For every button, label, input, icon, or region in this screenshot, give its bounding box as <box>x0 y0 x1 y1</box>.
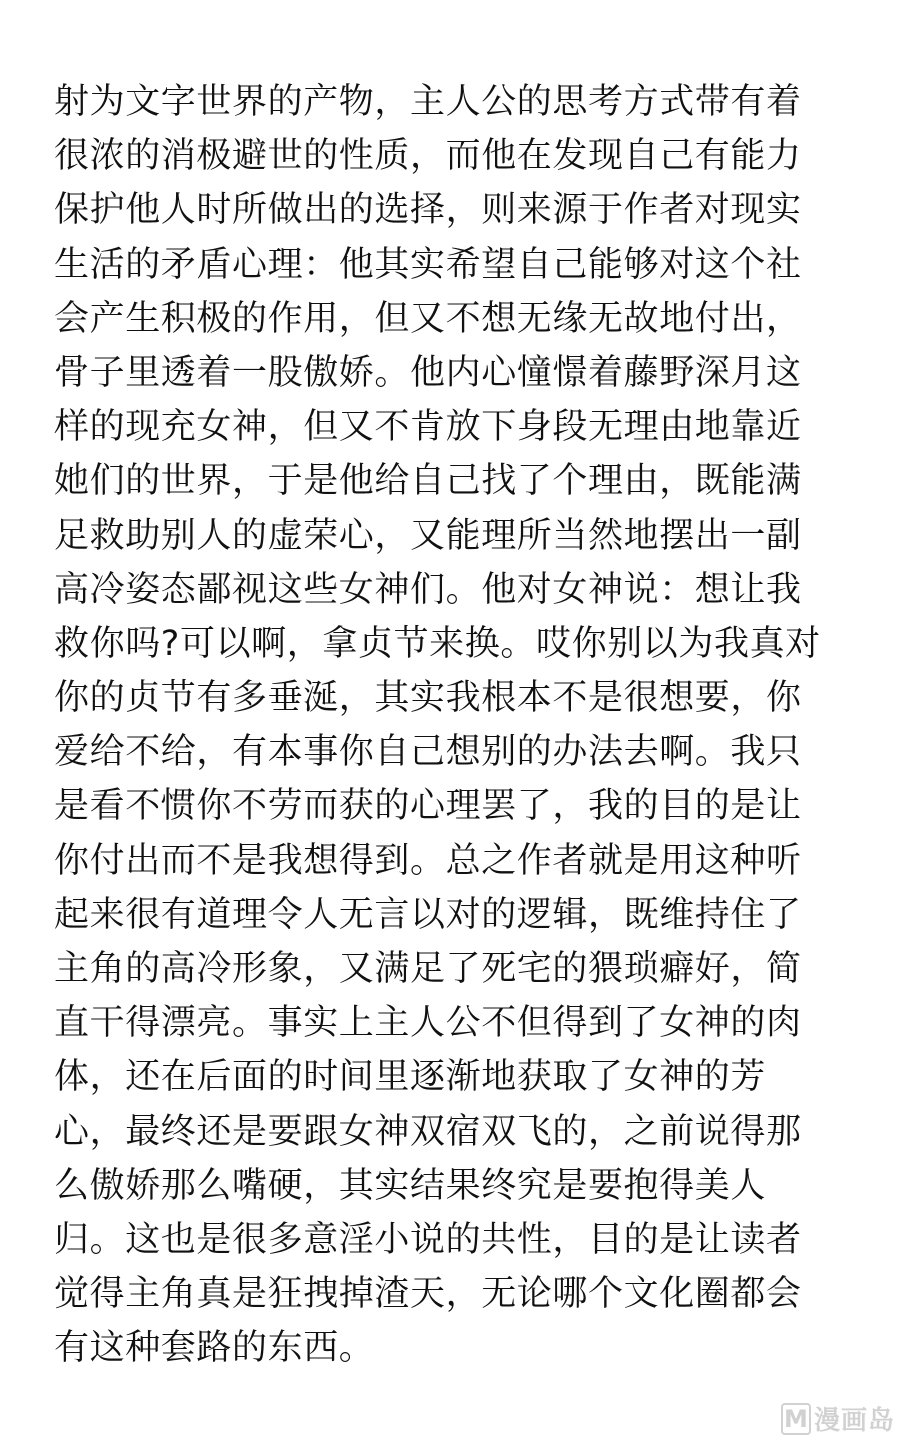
text-line: 体，还在后面的时间里逐渐地获取了女神的芳 <box>54 1057 767 1098</box>
text-line: 心，最终还是要跟女神双宿双飞的，之前说得那 <box>54 1111 802 1152</box>
text-line: 样的现充女神，但又不肯放下身段无理由地靠近 <box>54 407 802 448</box>
watermark-text: 漫画岛 <box>813 1406 895 1436</box>
text-line: 会产生积极的作用，但又不想无缘无故地付出， <box>54 298 802 339</box>
text-line: 保护他人时所做出的选择，则来源于作者对现实 <box>54 190 802 231</box>
text-line: 爱给不给，有本事你自己想别的办法去啊。我只 <box>54 732 802 773</box>
text-line: 有这种套路的东西。 <box>54 1328 375 1369</box>
text-line: 么傲娇那么嘴硬，其实结果终究是要抱得美人 <box>54 1165 767 1206</box>
text-line: 射为文字世界的产物，主人公的思考方式带有着 <box>54 82 802 122</box>
text-line: 救你吗?可以啊，拿贞节来换。哎你别以为我真对 <box>54 623 821 664</box>
text-line: 归。这也是很多意淫小说的共性，目的是让读者 <box>54 1219 802 1260</box>
text-line: 很浓的消极避世的性质，而他在发现自己有能力 <box>54 136 802 177</box>
text-line: 生活的矛盾心理：他其实希望自己能够对这个社 <box>54 244 802 285</box>
text-line: 她们的世界，于是他给自己找了个理由，既能满 <box>54 461 802 502</box>
watermark-logo-icon: M <box>781 1403 811 1435</box>
text-line: 骨子里透着一股傲娇。他内心憧憬着藤野深月这 <box>54 352 802 393</box>
article-body <box>54 75 854 1376</box>
text-line: 是看不惯你不劳而获的心理罢了，我的目的是让 <box>54 786 802 827</box>
text-line: 高冷姿态鄙视这些女神们。他对女神说：想让我 <box>54 569 802 610</box>
text-line: 觉得主角真是狂拽掉渣天，无论哪个文化圈都会 <box>54 1274 802 1315</box>
text-line: 足救助别人的虚荣心，又能理所当然地摆出一副 <box>54 515 802 556</box>
text-line: 主角的高冷形象，又满足了死宅的猥琐癖好，简 <box>54 949 802 989</box>
text-line: 直干得漂亮。事实上主人公不但得到了女神的肉 <box>54 1003 802 1044</box>
text-line: 你付出而不是我想得到。总之作者就是用这种听 <box>54 840 802 881</box>
watermark <box>781 1400 895 1437</box>
text-line: 你的贞节有多垂涎，其实我根本不是很想要，你 <box>54 678 802 719</box>
text-line: 起来很有道理令人无言以对的逻辑，既维持住了 <box>54 894 802 935</box>
